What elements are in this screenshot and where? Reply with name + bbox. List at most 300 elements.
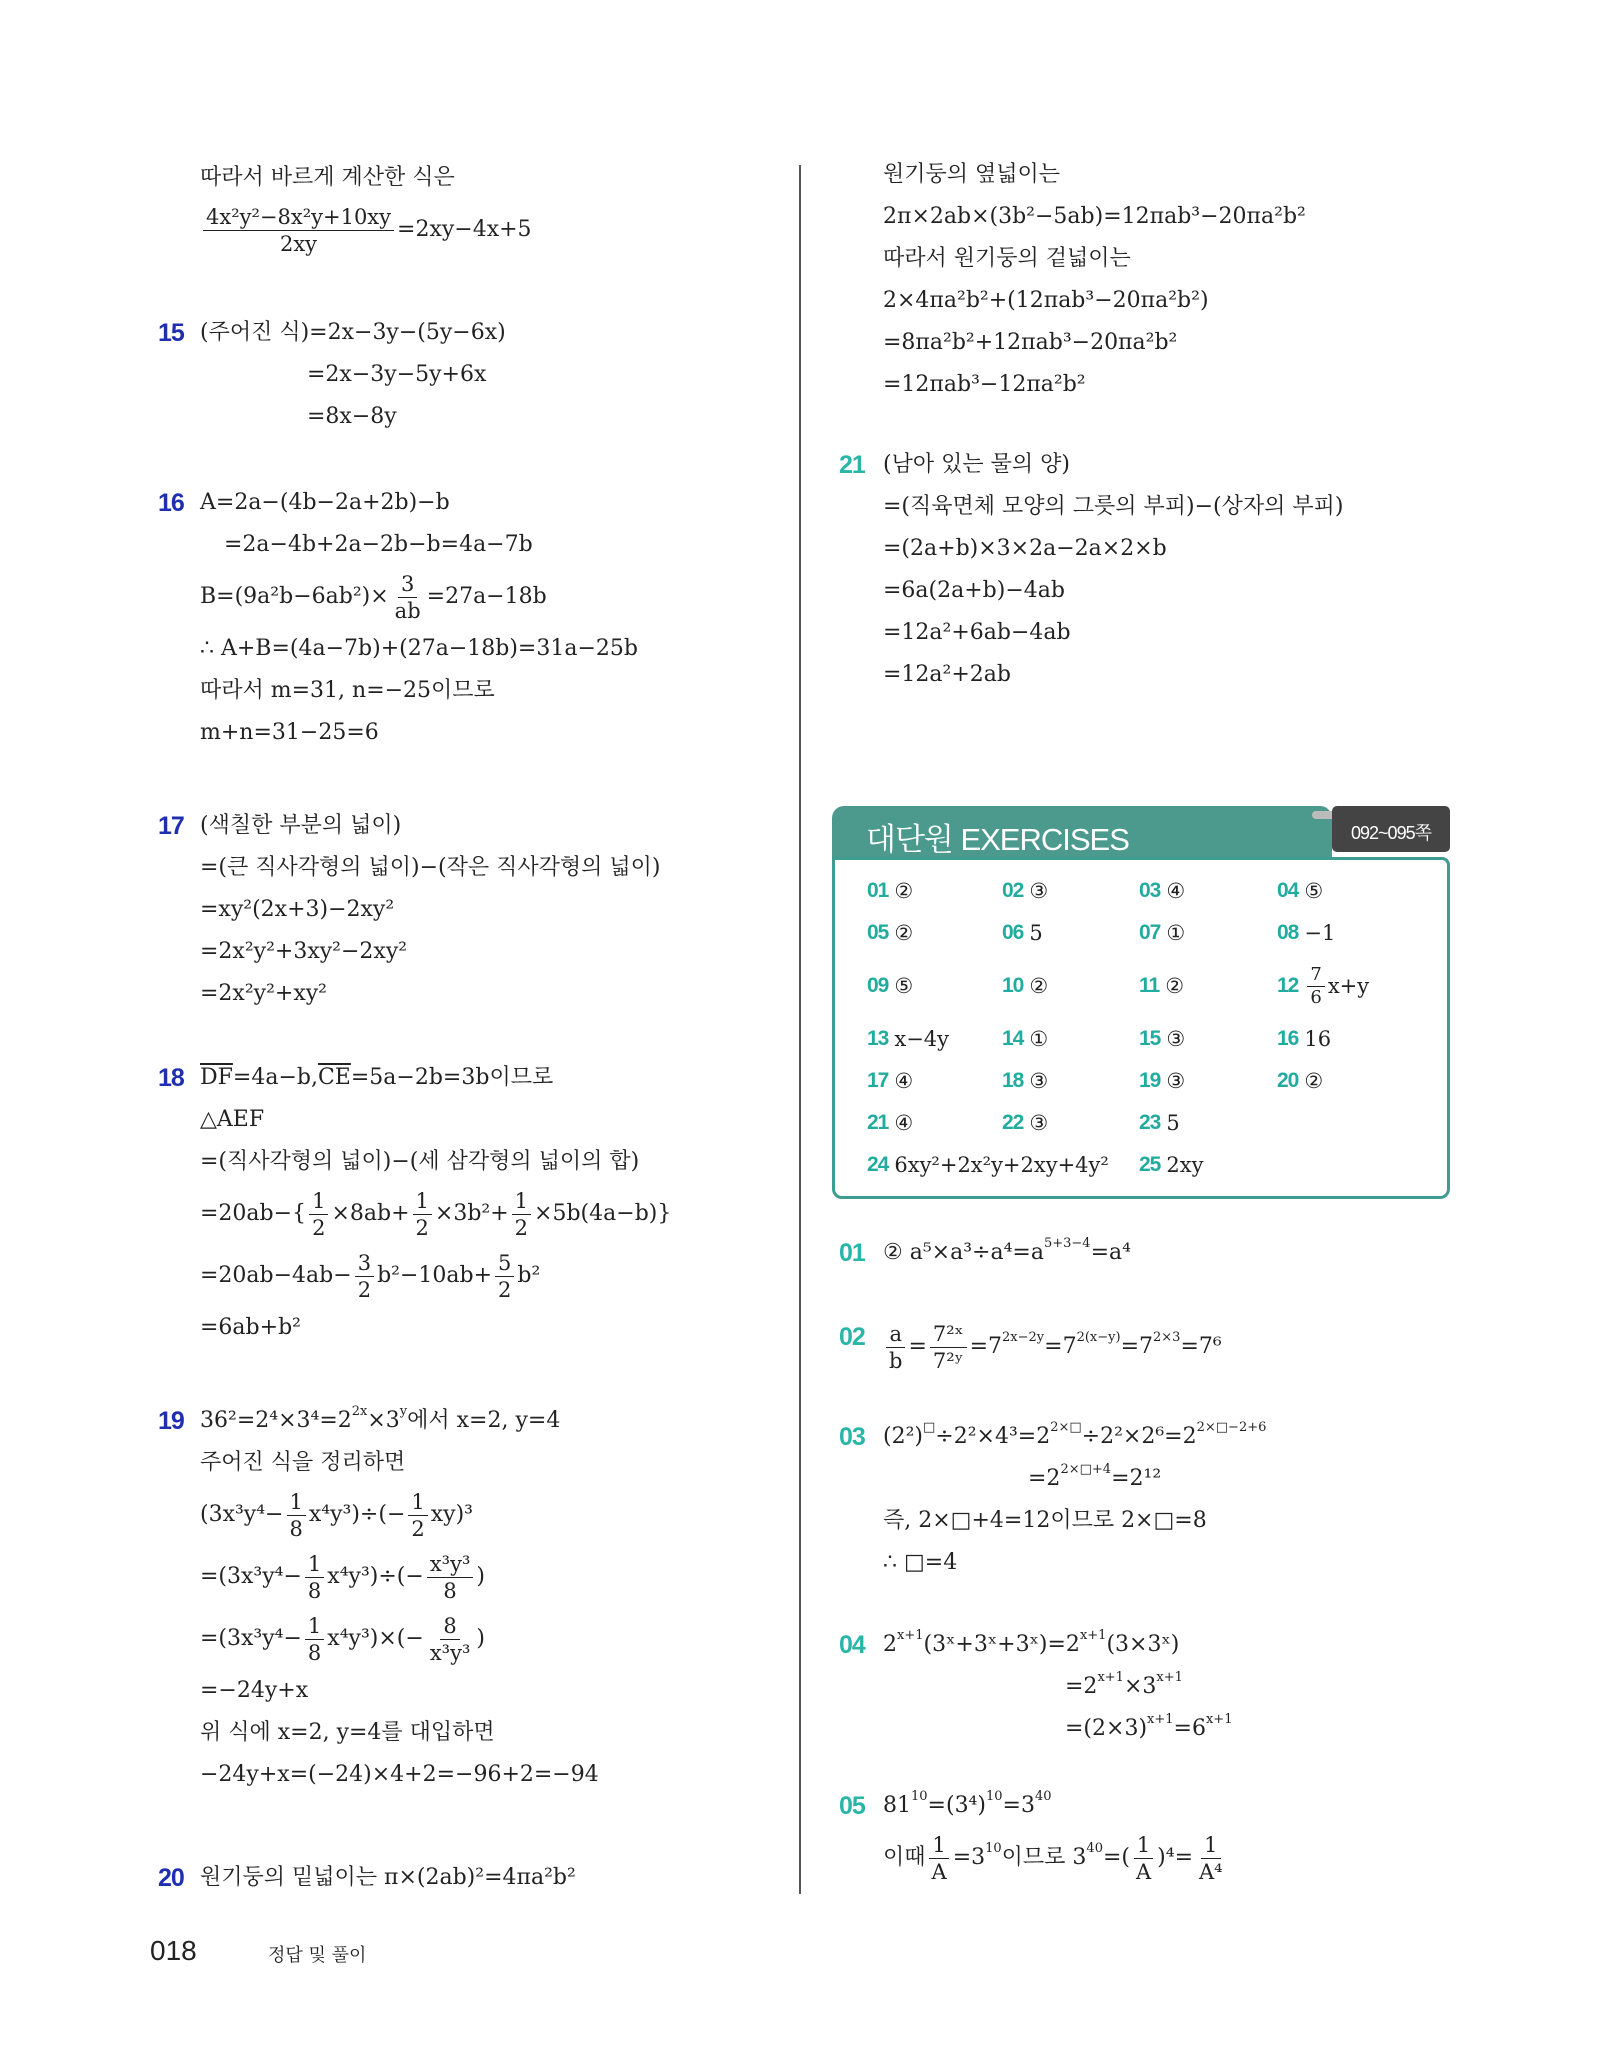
answer-number: 20 <box>1277 1069 1299 1092</box>
problem-number: 18 <box>158 1064 184 1092</box>
solution-line: (2²) □ ÷2²×4³=2 $^{2\times□}$ ÷2²×2⁶=2 $^{2\times□-2+6}$ <box>883 1416 1266 1458</box>
fraction-denominator: 8 <box>443 1578 457 1603</box>
math-text: =12a²+2ab <box>883 662 1011 687</box>
math-text: =2a−4b+2a−2b−b=4a−7b <box>224 532 533 557</box>
math-text: 원기둥의 밑넓이는 π×(2ab)²=4πa²b² <box>200 1865 576 1890</box>
answer-item <box>1277 870 1427 912</box>
math-text: ×3b²+ <box>434 1201 509 1226</box>
solution-line <box>200 1099 671 1141</box>
answer-number: 03 <box>1139 879 1161 902</box>
fraction <box>392 571 424 624</box>
problem-number: 04 <box>839 1631 865 1659</box>
answer-number: 16 <box>1277 1027 1299 1050</box>
solution-line <box>200 396 506 438</box>
fraction-numerator: 1 <box>929 1832 948 1859</box>
solution-line <box>200 1754 599 1796</box>
math-text: ④ <box>894 1069 914 1093</box>
math-text: =6a(2a+b)−4ab <box>883 578 1065 603</box>
math-text: x−4y <box>894 1027 950 1051</box>
fraction-denominator: 2xy <box>279 231 318 256</box>
math-text: =6ab+b² <box>200 1315 301 1340</box>
solution-line: $\frac{a}{b}$ = $\frac{\text{7²ˣ}}{\text{7²ʸ}}$ =7 $^{2x-2y}$ =7 $^{2(x-y)}$ =7 $^{2\times 3}$ =7⁶ <box>883 1316 1222 1378</box>
solution-16 <box>158 482 638 754</box>
solution-line: 2 $^{x+1}$ (3ˣ+3ˣ+3ˣ)=2 $^{x+1}$ (3×3ˣ) <box>883 1624 1232 1666</box>
answer-item <box>1002 1060 1139 1102</box>
answer-item <box>1002 912 1139 954</box>
fraction-denominator: 2 <box>514 1215 529 1240</box>
solution-line <box>883 196 1306 238</box>
math-text: 81 <box>883 1793 911 1818</box>
math-text: ÷2²×2⁶=2 <box>1081 1424 1197 1449</box>
column-divider <box>799 165 801 1894</box>
segment-name: $\overline{DF}$ <box>200 1065 233 1090</box>
math-text: ⑤ <box>1304 879 1324 903</box>
answer-number: 08 <box>1277 921 1299 944</box>
answer-number: 05 <box>867 921 889 944</box>
fraction-numerator: 1 <box>413 1188 432 1215</box>
exercise-solution-03 <box>839 1416 1267 1584</box>
math-text: ×5b(4a−b)} <box>534 1201 672 1226</box>
problem-number: 15 <box>158 319 184 347</box>
math-text: =(직육면체 모양의 그릇의 부피)−(상자의 부피) <box>883 494 1344 519</box>
math-text: ③ <box>1166 1069 1186 1093</box>
fraction <box>1196 1832 1226 1885</box>
solution-line: 36²=2⁴×3⁴=2 $^{2x}$ ×3 $^y$ 에서 x=2, y=4 <box>200 1400 599 1442</box>
fraction-denominator: 8 <box>307 1578 322 1603</box>
exercise-solution-01 <box>839 1232 1131 1274</box>
fraction-denominator: A <box>1136 1859 1152 1884</box>
math-text: (색칠한 부분의 넓이) <box>200 813 402 838</box>
math-text: ② <box>1165 974 1185 998</box>
math-text: 2 <box>883 1632 897 1657</box>
fraction-numerator: 3 <box>398 571 417 598</box>
solution-line: =2 $^{x+1}$ ×3 $^{x+1}$ <box>883 1666 1232 1708</box>
math-text: (3ˣ+3ˣ+3ˣ)=2 <box>923 1632 1080 1657</box>
answer-number: 17 <box>867 1069 889 1092</box>
math-text: ② <box>1304 1069 1324 1093</box>
math-text: 5 <box>1166 1111 1180 1135</box>
math-text: (2²) <box>883 1424 923 1449</box>
solution-17 <box>158 805 661 1015</box>
math-text: 16 <box>1304 1027 1332 1051</box>
fraction-denominator: A <box>931 1859 947 1884</box>
solution-line <box>200 199 532 261</box>
math-text: (3×3ˣ) <box>1106 1632 1180 1657</box>
solution-line <box>200 1670 599 1712</box>
problem-number: 19 <box>158 1407 184 1435</box>
fraction-denominator: ab <box>394 598 421 623</box>
math-text: ⑤ <box>894 974 914 998</box>
answer-item <box>1139 870 1277 912</box>
solution-line <box>200 524 638 566</box>
fraction <box>305 1551 324 1604</box>
math-text: =2 <box>1028 1466 1061 1491</box>
solution-line <box>200 1057 671 1099</box>
solution-line <box>883 654 1343 696</box>
solution-line: =2 $^{2\times□+4}$ =2¹² <box>883 1458 1266 1500</box>
math-text: ∴ A+B=(4a−7b)+(27a−18b)=31a−25b <box>200 636 638 661</box>
math-text: =8πa²b²+12πab³−20πa²b² <box>883 330 1178 355</box>
answer-number: 09 <box>867 974 889 997</box>
math-text: ③ <box>1029 1111 1049 1135</box>
math-text: ② <box>894 921 914 945</box>
math-text: =(3x³y⁴− <box>200 1564 302 1589</box>
answer-number: 14 <box>1002 1027 1024 1050</box>
math-text: ② a⁵×a³÷a⁴=a <box>883 1240 1044 1265</box>
problem-number: 20 <box>158 1864 184 1892</box>
problem-number: 21 <box>839 451 865 479</box>
math-text: 즉, 2×□+4=12이므로 2×□=8 <box>883 1508 1207 1533</box>
math-text: = <box>908 1334 927 1359</box>
math-text: ③ <box>1029 879 1049 903</box>
fraction <box>930 1321 967 1374</box>
fraction-numerator: 5 <box>495 1250 514 1277</box>
solution-line <box>883 322 1306 364</box>
answer-item <box>1002 1102 1139 1144</box>
math-text: ) <box>476 1626 485 1651</box>
solution-19 <box>158 1400 599 1796</box>
math-text: =20ab−{ <box>200 1201 307 1226</box>
answer-item <box>867 954 1002 1018</box>
math-text: 2xy <box>1166 1153 1204 1177</box>
exercises-answer-grid <box>867 870 1427 1186</box>
fraction-denominator: 2 <box>411 1516 425 1541</box>
math-text: =3 <box>1002 1793 1035 1818</box>
solution-line <box>200 1183 671 1245</box>
answer-number: 10 <box>1002 974 1024 997</box>
fraction-numerator: 1 <box>309 1188 328 1215</box>
fraction-numerator: 4x²y²−8x²y+10xy <box>203 204 394 231</box>
solution-21 <box>839 444 1344 696</box>
answer-number: 19 <box>1139 1069 1161 1092</box>
answer-number: 22 <box>1002 1111 1024 1134</box>
math-text: 따라서 원기둥의 겉넓이는 <box>883 246 1131 271</box>
answer-item <box>867 1018 1002 1060</box>
exercises-title: 대단원 EXERCISES <box>866 822 1129 857</box>
math-text: 2π×2ab×(3b²−5ab)=12πab³−20πa²b² <box>883 204 1306 229</box>
fraction-numerator: 1 <box>287 1489 306 1516</box>
math-text: b² <box>517 1263 541 1288</box>
solution-line <box>883 154 1306 196</box>
math-text: =8x−8y <box>307 404 397 429</box>
answer-item <box>1002 954 1139 1018</box>
math-text: 36²=2⁴×3⁴=2 <box>200 1408 352 1433</box>
math-text: B=(9a²b−6ab²)× <box>200 584 389 609</box>
math-text: =20ab−4ab− <box>200 1263 352 1288</box>
answer-item <box>1002 1018 1139 1060</box>
math-text: =12a²+6ab−4ab <box>883 620 1071 645</box>
solution-line <box>200 931 660 973</box>
answer-number: 06 <box>1002 921 1024 944</box>
math-text: 에서 x=2, y=4 <box>407 1408 561 1433</box>
math-text: xy)³ <box>430 1502 474 1527</box>
answer-item <box>1139 1144 1277 1186</box>
solution-line <box>200 889 660 931</box>
math-text: ② <box>1029 974 1049 998</box>
exercises-header <box>832 806 1332 858</box>
answer-item <box>867 1144 1139 1186</box>
fraction <box>512 1188 531 1241</box>
answer-item <box>1277 1060 1427 1102</box>
math-text: ×3 <box>367 1408 400 1433</box>
footer-label: 정답 및 풀이 <box>268 1945 367 1966</box>
solution-line <box>200 1546 599 1608</box>
problem-number: 17 <box>158 812 184 840</box>
fraction <box>427 1613 474 1666</box>
answer-number: 07 <box>1139 921 1161 944</box>
math-text: m+n=31−25=6 <box>200 720 379 745</box>
math-text: =7⁶ <box>1180 1334 1222 1359</box>
math-text: =xy²(2x+3)−2xy² <box>200 897 395 922</box>
math-text: △AEF <box>200 1107 265 1132</box>
math-text: =6 <box>1173 1716 1206 1741</box>
answer-item <box>1277 1018 1427 1060</box>
solution-line <box>200 1141 671 1183</box>
math-text: ×3 <box>1123 1674 1157 1699</box>
solution-line <box>200 712 638 754</box>
exercise-solution-05 <box>839 1785 1229 1889</box>
solution-line <box>200 805 660 847</box>
math-text: ×8ab+ <box>331 1201 410 1226</box>
solution-line <box>200 973 660 1015</box>
math-text: 따라서 m=31, n=−25이므로 <box>200 678 495 703</box>
fraction-numerator: 1 <box>305 1551 324 1578</box>
math-text: ② <box>894 879 914 903</box>
math-text: =2 <box>1065 1674 1098 1699</box>
exercise-solution-04 <box>839 1624 1233 1750</box>
solution-line <box>200 1307 671 1349</box>
solution-line <box>200 1245 671 1307</box>
math-text: ÷2²×4³=2 <box>935 1424 1051 1449</box>
math-text: =7 <box>1044 1334 1077 1359</box>
math-text: 이때 <box>883 1845 926 1870</box>
solution-line <box>883 280 1306 322</box>
math-text: =12πab³−12πa²b² <box>883 372 1086 397</box>
solution-20 <box>158 1857 576 1899</box>
math-text: (3x³y⁴− <box>200 1502 284 1527</box>
solution-line <box>200 312 506 354</box>
answer-item <box>1277 912 1427 954</box>
fraction-numerator: 1 <box>408 1489 427 1516</box>
math-text: =7 <box>969 1334 1003 1359</box>
answer-number: 02 <box>1002 879 1024 902</box>
math-text: ) <box>476 1564 485 1589</box>
fraction <box>408 1489 427 1542</box>
fraction-numerator: 1 <box>1201 1832 1220 1859</box>
math-text: =27a−18b <box>426 584 547 609</box>
math-text: x+y <box>1327 974 1370 998</box>
math-text: ∴ □=4 <box>883 1550 958 1575</box>
math-text: =a⁴ <box>1090 1240 1131 1265</box>
solution-line <box>200 157 532 199</box>
fraction-denominator: 2 <box>357 1277 372 1302</box>
solution-line <box>883 486 1343 528</box>
answer-number: 01 <box>867 879 889 902</box>
math-text: =2x²y²+xy² <box>200 981 327 1006</box>
fraction <box>1307 964 1324 1009</box>
math-text: ④ <box>894 1111 914 1135</box>
answer-item <box>867 912 1002 954</box>
solution-line <box>200 354 506 396</box>
math-text: 2×4πa²b²+(12πab³−20πa²b²) <box>883 288 1209 313</box>
solution-line <box>200 1712 599 1754</box>
math-text: 5 <box>1029 921 1043 945</box>
math-text: =(2×3) <box>1065 1716 1148 1741</box>
fraction-denominator: A⁴ <box>1199 1859 1223 1884</box>
solution-line: =(2×3) $^{x+1}$ =6 $^{x+1}$ <box>883 1708 1232 1750</box>
solution-line <box>883 1542 1266 1584</box>
answer-number: 15 <box>1139 1027 1161 1050</box>
answer-number: 18 <box>1002 1069 1024 1092</box>
fraction-numerator: x³y³ <box>427 1551 474 1578</box>
solution-line <box>883 444 1343 486</box>
fraction <box>1133 1832 1154 1885</box>
math-text: =3 <box>952 1845 986 1870</box>
solution-line <box>200 1608 599 1670</box>
solution-line <box>200 1442 599 1484</box>
solution-line: 81 $^{10}$ =(3⁴) $^{10}$ =3 $^{40}$ <box>883 1785 1229 1827</box>
fraction <box>305 1613 324 1666</box>
fraction <box>309 1188 328 1241</box>
solution-line <box>200 566 638 628</box>
answer-number: 24 <box>867 1153 889 1176</box>
math-text: x⁴y³)×(− <box>327 1626 424 1651</box>
problem-number: 01 <box>839 1239 865 1267</box>
math-text: =7 <box>1120 1334 1153 1359</box>
fraction-denominator: b <box>889 1348 903 1373</box>
solution-15 <box>158 312 506 438</box>
solution-14-tail <box>200 157 532 261</box>
math-text: x⁴y³)÷(− <box>327 1564 424 1589</box>
fraction-numerator: 7 <box>1307 964 1324 987</box>
math-text: (주어진 식)=2x−3y−(5y−6x) <box>200 320 506 345</box>
fraction <box>427 1551 474 1604</box>
math-text: ④ <box>1166 879 1186 903</box>
solution-line <box>883 1500 1266 1542</box>
math-text: 원기둥의 옆넓이는 <box>883 162 1061 187</box>
math-text: 위 식에 x=2, y=4를 대입하면 <box>200 1720 495 1745</box>
fraction-denominator: 2 <box>498 1277 512 1302</box>
fraction-denominator: x³y³ <box>429 1640 471 1665</box>
math-text: (남아 있는 물의 양) <box>883 452 1070 477</box>
math-text: x⁴y³)÷(− <box>308 1502 406 1527</box>
solution-line <box>200 1857 576 1899</box>
math-text: )⁴= <box>1157 1845 1194 1870</box>
exercise-solution-02 <box>839 1316 1222 1378</box>
fraction <box>413 1188 432 1241</box>
math-text: =−24y+x <box>200 1678 309 1703</box>
math-text: ③ <box>1029 1069 1049 1093</box>
solution-line <box>883 570 1343 612</box>
problem-number: 03 <box>839 1423 865 1451</box>
answer-number: 11 <box>1139 974 1160 997</box>
answer-number: 25 <box>1139 1153 1161 1176</box>
answer-item <box>1139 1102 1277 1144</box>
fraction <box>203 204 394 257</box>
answer-item <box>867 870 1002 912</box>
fraction-denominator: 8 <box>307 1640 322 1665</box>
solution-line <box>200 1484 599 1546</box>
fraction-numerator: 7²ˣ <box>930 1321 967 1348</box>
fraction <box>287 1489 306 1542</box>
segment-name: $\overline{CE}$ <box>317 1065 351 1090</box>
answer-item <box>1139 1060 1277 1102</box>
math-text: =2¹² <box>1111 1466 1162 1491</box>
answer-item <box>1002 870 1139 912</box>
solution-line <box>200 482 638 524</box>
answer-number: 12 <box>1277 974 1299 997</box>
problem-number: 02 <box>839 1323 865 1351</box>
problem-number: 05 <box>839 1792 865 1820</box>
answer-item <box>1139 1018 1277 1060</box>
fraction-numerator: a <box>886 1321 905 1348</box>
solution-line <box>200 628 638 670</box>
fraction <box>929 1832 950 1885</box>
fraction <box>886 1321 905 1374</box>
solution-line <box>200 670 638 712</box>
math-text: 6xy²+2x²y+2xy+4y² <box>894 1153 1109 1177</box>
fraction-numerator: 1 <box>1134 1832 1153 1859</box>
fraction-numerator: 8 <box>440 1613 459 1640</box>
fraction-denominator: 8 <box>289 1516 303 1541</box>
fraction-denominator: 2 <box>415 1215 429 1240</box>
math-text: =(직사각형의 넓이)−(세 삼각형의 넓이의 합) <box>200 1149 640 1174</box>
fraction-numerator: 1 <box>305 1613 324 1640</box>
problem-number: 16 <box>158 489 184 517</box>
solution-line: ② a⁵×a³÷a⁴=a $^{5+3-4}$ =a⁴ <box>883 1232 1131 1274</box>
math-text: =2x²y²+3xy²−2xy² <box>200 939 408 964</box>
answer-number: 23 <box>1139 1111 1161 1134</box>
fraction-numerator: 1 <box>512 1188 531 1215</box>
math-text: 이므로 3 <box>1001 1845 1087 1870</box>
answer-item <box>1139 954 1277 1018</box>
solution-line <box>883 528 1343 570</box>
math-text: 따라서 바르게 계산한 식은 <box>200 165 455 190</box>
math-text: =(3x³y⁴− <box>200 1626 302 1651</box>
math-text: =(큰 직사각형의 넓이)−(작은 직사각형의 넓이) <box>200 855 661 880</box>
math-text: A=2a−(4b−2a+2b)−b <box>200 490 450 515</box>
fraction-denominator: 7²ʸ <box>932 1348 964 1373</box>
fraction <box>495 1250 514 1303</box>
math-text: ① <box>1029 1027 1049 1051</box>
math-text: =( <box>1102 1845 1130 1870</box>
fraction <box>355 1250 374 1303</box>
answer-number: 13 <box>867 1027 889 1050</box>
solution-line <box>883 238 1306 280</box>
math-text: =2xy−4x+5 <box>397 217 532 242</box>
page-range-tag: 092~095쪽 <box>1332 806 1450 852</box>
answer-number: 04 <box>1277 879 1299 902</box>
solution-line <box>883 364 1306 406</box>
solution-18 <box>158 1057 672 1349</box>
math-text: =5a−2b=3b이므로 <box>350 1065 554 1090</box>
answer-item <box>867 1060 1002 1102</box>
solution-20-continued <box>883 154 1306 406</box>
math-text: b²−10ab+ <box>377 1263 493 1288</box>
solution-line <box>200 847 660 889</box>
math-text: =(2a+b)×3×2a−2a×2×b <box>883 536 1167 561</box>
solution-line <box>883 612 1343 654</box>
math-text: =2x−3y−5y+6x <box>307 362 487 387</box>
answer-item <box>867 1102 1002 1144</box>
fraction-denominator: 2 <box>312 1215 326 1240</box>
solution-line: 이때 $\frac{1}{A}$ =3 $^{10}$ 이므로 3 $^{40}$ =( $\frac{1}{A}$ )⁴= $\frac{1}{\text{A⁴}}$ <box>883 1827 1229 1889</box>
math-text: =(3⁴) <box>927 1793 986 1818</box>
math-text: 주어진 식을 정리하면 <box>200 1450 406 1475</box>
answer-number: 21 <box>867 1111 889 1134</box>
math-text: −24y+x=(−24)×4+2=−96+2=−94 <box>200 1762 599 1787</box>
math-text: ① <box>1166 921 1186 945</box>
